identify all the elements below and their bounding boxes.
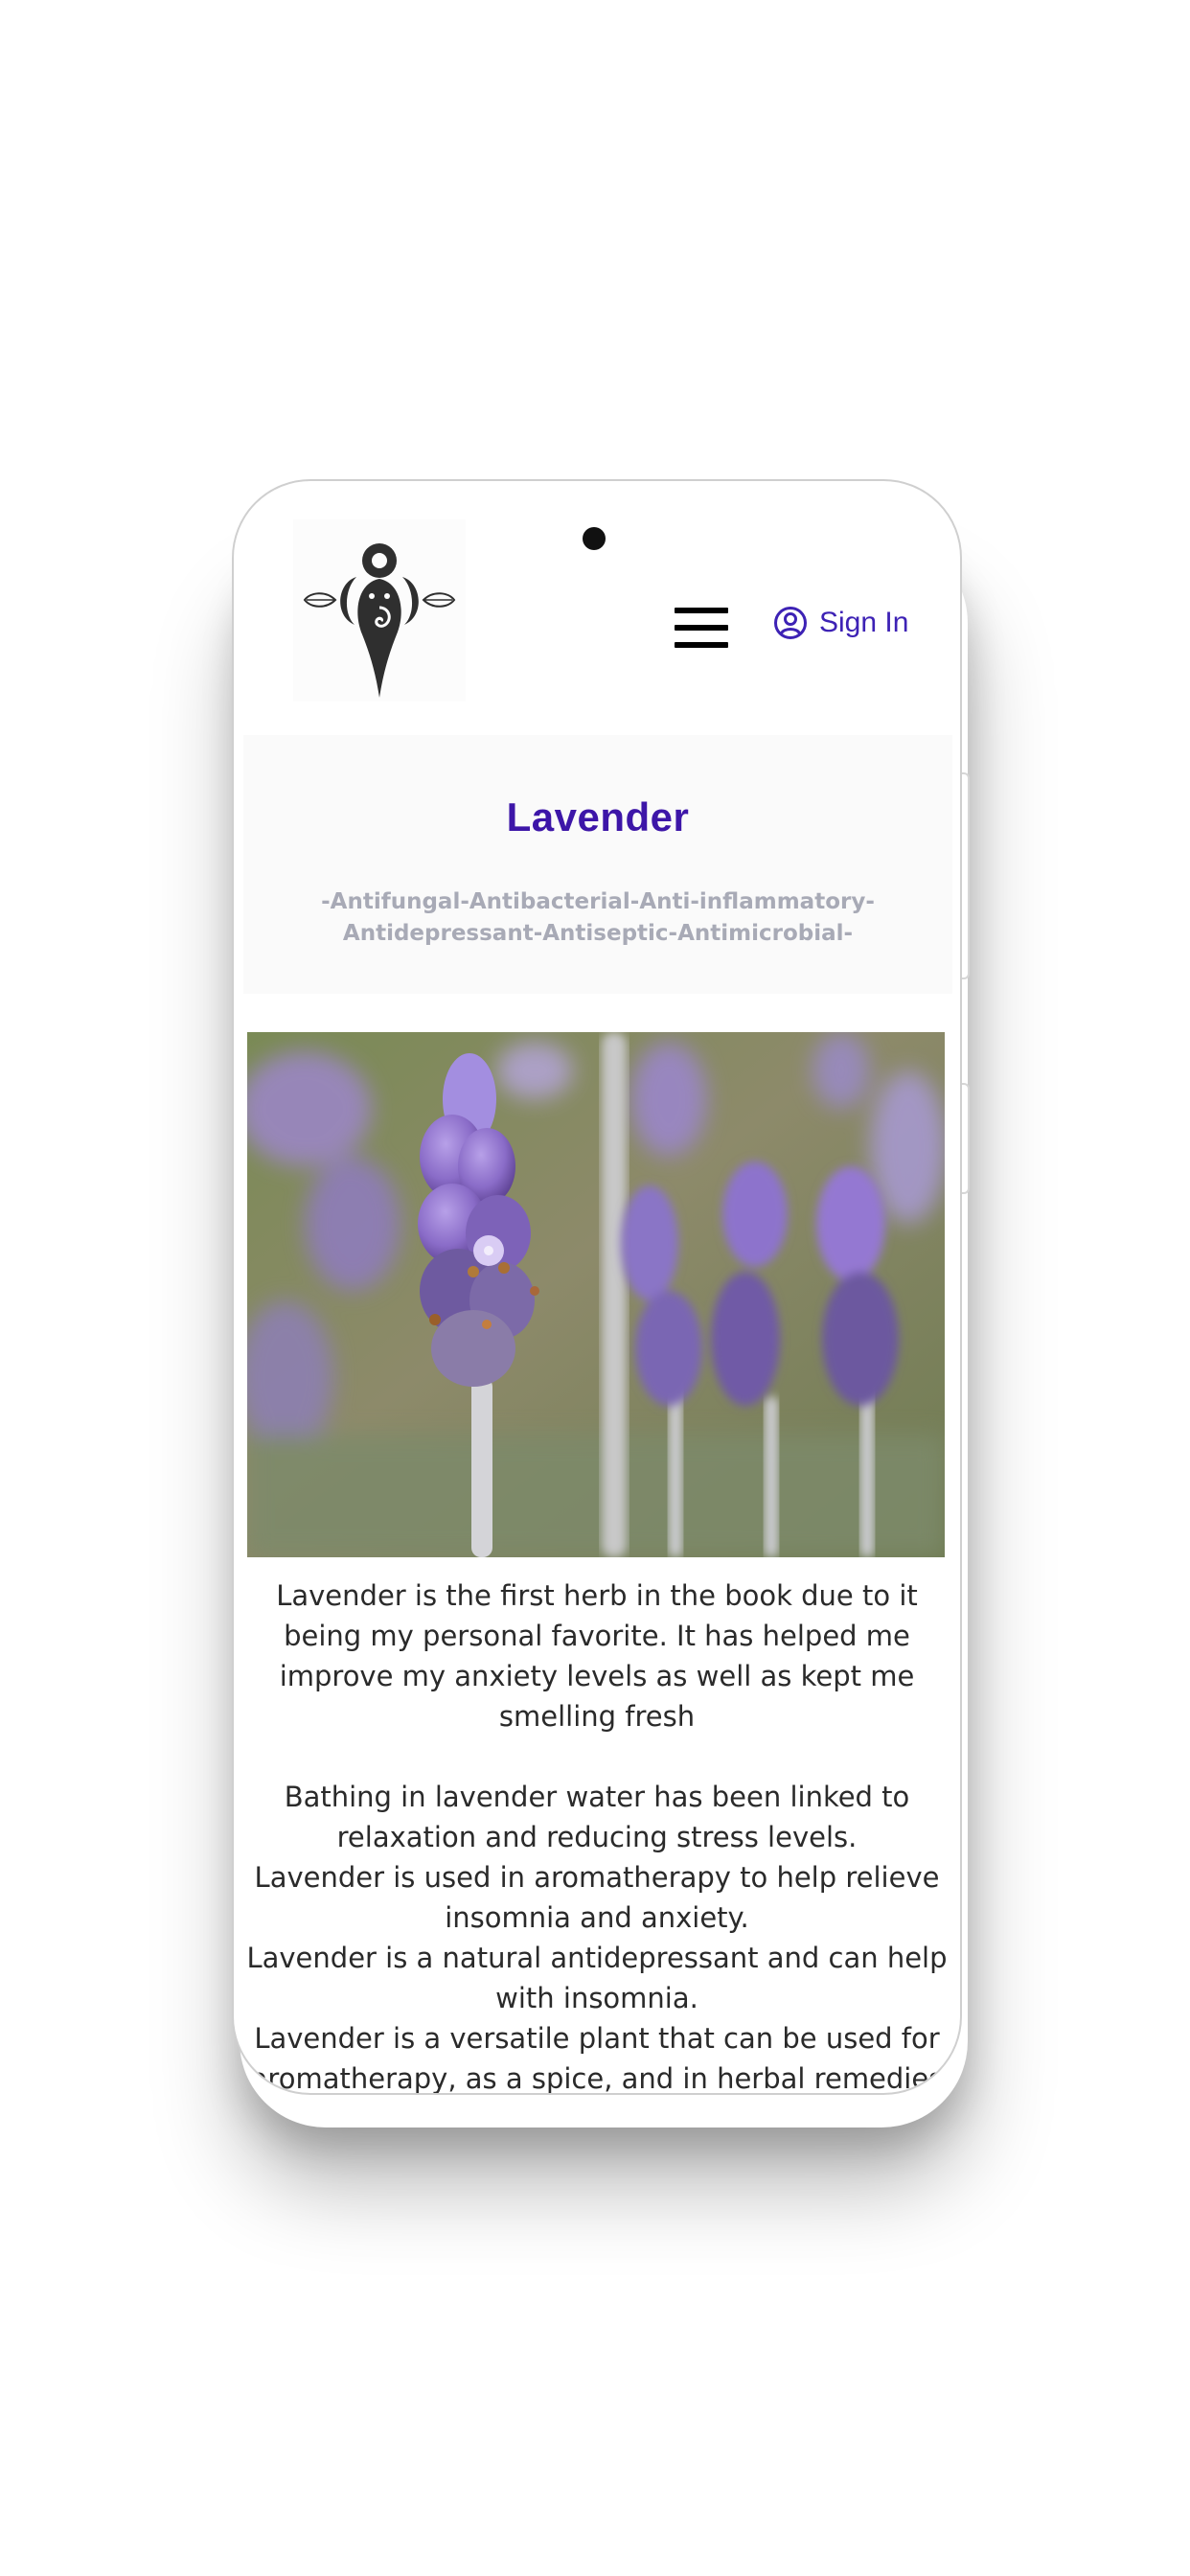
site-header (234, 481, 960, 711)
phone-screen (234, 481, 960, 2093)
fact-item: Lavender is used in aromatherapy to help relieve insomnia and anxiety. (254, 1861, 940, 1934)
herb-title-banner (243, 735, 952, 994)
page-title: Lavender (506, 794, 690, 840)
sign-in-link[interactable] (773, 606, 908, 640)
sign-in-label: Sign In (819, 607, 909, 638)
paragraph-spacer (234, 1736, 960, 1777)
hamburger-icon-bar (675, 625, 728, 631)
herb-properties-line: -Antifungal-Antibacterial-Anti-inflammatory- (321, 889, 875, 914)
herb-properties (282, 886, 914, 950)
fact-item: Bathing in lavender water has been linked to relaxation and reducing stress levels. (284, 1781, 910, 1853)
hamburger-icon-bar (675, 642, 728, 648)
fact-item: Lavender is a versatile plant that can be used for aromatherapy, as a spice, and in herbal remedies (250, 2022, 944, 2093)
phone-frame (232, 479, 962, 2095)
intro-paragraph: Lavender is the first herb in the book due to it being my personal favorite. It has helped me improve my anxiety levels as well as kept me smelling fresh (276, 1579, 918, 1733)
hamburger-icon-bar (675, 608, 728, 613)
front-camera (583, 527, 606, 550)
herb-properties-line: Antidepressant-Antiseptic-Antimicrobial- (342, 921, 854, 946)
moon-goddess-logo-icon (293, 519, 466, 702)
lavender-flower-image (247, 1032, 945, 1557)
fact-item: Lavender is a natural antidepressant and can help with insomnia. (246, 1942, 948, 2014)
lavender-photo (247, 1032, 945, 1557)
hamburger-menu-button[interactable] (675, 608, 728, 648)
herb-description (234, 1576, 960, 2093)
user-circle-icon (773, 606, 808, 640)
site-logo[interactable] (293, 519, 466, 702)
